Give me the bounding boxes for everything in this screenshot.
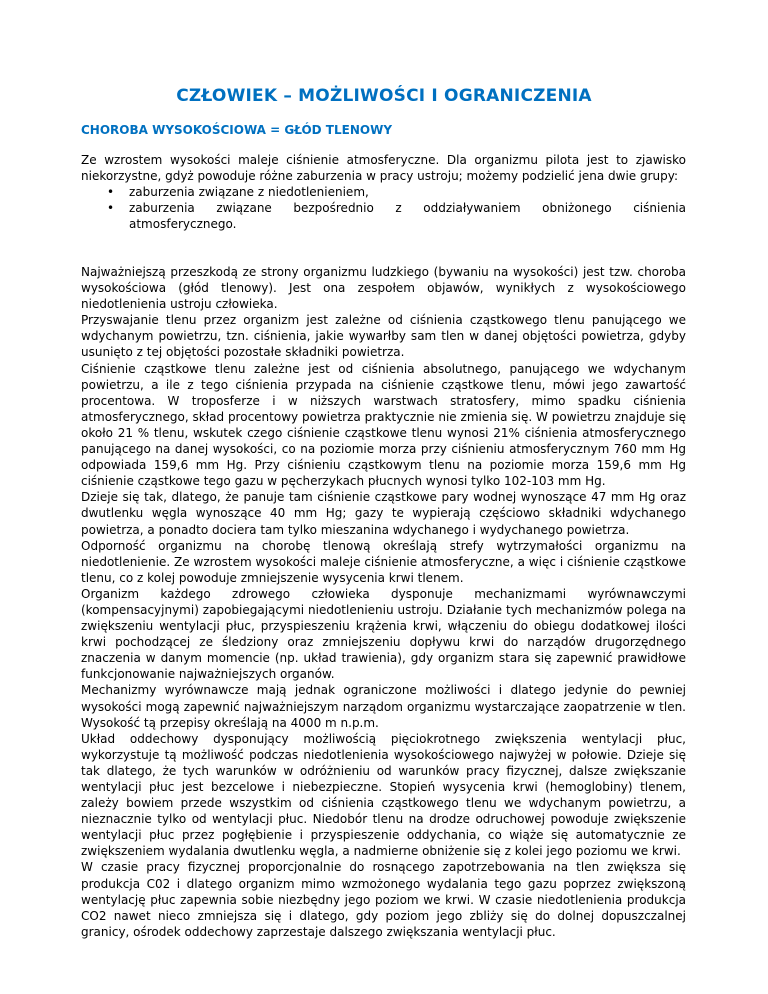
paragraph: Organizm każdego zdrowego człowieka dysponuje mechanizmami wyrównawczymi (kompensacyjnymi) zapobiegającymi niedotlenieniu ustroju. Działanie tych mechanizmów polega na zwiększeniu wentylacji płuc, przyspieszeniu krążenia krwi, włączeniu do obiegu dodatkowej ilości krwi pochodzącej ze śledziony oraz zmniejszeniu dopływu krwi do narządów drugorzędnego znaczenia w danym momencie (np. układ trawienia), gdy organizm stara się zapewnić prawidłowe funkcjonowanie najważniejszych organów. [81, 586, 686, 682]
paragraph: Mechanizmy wyrównawcze mają jednak ograniczone możliwości i dlatego jedynie do pewniej wysokości mogą zapewnić najważniejszym narządom organizmu wystarczające zaopatrzenie w tlen. Wysokość tą przepisy określają na 4000 m n.p.m. [81, 683, 686, 730]
main-text-block [81, 264, 686, 940]
paragraph: W czasie pracy fizycznej proporcjonalnie do rosnącego zapotrzebowania na tlen zwiększa się produkcja C02 i dlatego organizm mimo wzmożonego wydalania tego gazu poprzez zwiększoną wentylację płuc zapewnia sobie niezbędny jego poziom we krwi. W czasie niedotlenienia produkcja CO2 nawet nieco zmniejsza się i dlatego, gdy poziom jego zbliży się do dolnej dopuszczalnej granicy, ośrodek oddechowy zaprzestaje dalszego zwiększania wentylacji płuc. [81, 860, 686, 939]
document-title: CZŁOWIEK – MOŻLIWOŚCI I OGRANICZENIA [176, 86, 592, 106]
paragraph: Dzieje się tak, dlatego, że panuje tam ciśnienie cząstkowe pary wodnej wynoszące 47 mm Hg oraz dwutlenku węgla wynoszące 40 mm Hg; gazy te wypierają częściowo składniki wdychanego powietrza, a ponadto dociera tam tylko mieszanina wdychanego i wydychanego powietrza. [81, 490, 686, 537]
paragraph: Najważniejszą przeszkodą ze strony organizmu ludzkiego (bywaniu na wysokości) jest tzw. choroba wysokościowa (głód tlenowy). Jest ona zespołem objawów, wynikłych z wysokościowego niedotlenienia ustroju człowieka. [81, 265, 686, 312]
paragraph: Układ oddechowy dysponujący możliwością pięciokrotnego zwiększenia wentylacji płuc, wykorzystuje tą możliwość podczas niedotlenienia wysokościowego najwyżej w połowie. Dzieje się tak dlatego, że tych warunków w odróżnieniu od warunków pracy fizycznej, dalsze zwiększanie wentylacji płuc jest bezcelowe i niebezpieczne. Stopień wysycenia krwi (hemoglobiny) tlenem, zależy bowiem przede wszystkim od ciśnienia cząstkowego tlenu we wdychanym powietrzu, a nieznacznie tylko od wentylacji płuc. Niedobór tlenu na drodze odruchowej powoduje zwiększenie wentylacji płuc przez pogłębienie i przyspieszenie oddychania, co wiąże się automatycznie ze zwiększeniem wydalania dwutlenku węgla, a nadmierne obniżenie się z kolei jego poziomu we krwi. [81, 731, 686, 859]
bullet-list [81, 184, 686, 232]
paragraph: Ciśnienie cząstkowe tlenu zależne jest od ciśnienia absolutnego, panującego we wdychanym powietrzu, a ile z tego ciśnienia przypada na ciśnienie cząstkowe tlenu, mówi jego zawartość procentowa. W troposferze i w niższych warstwach stratosfery, mimo spadku ciśnienia atmosferycznego, skład procentowy powietrza praktycznie nie zmienia się. W powietrzu znajduje się około 21 % tlenu, wskutek czego ciśnienie cząstkowe tlenu wynosi 21% ciśnienia atmosferycznego panującego na danej wysokości, co na poziomie morza przy ciśnieniu atmosferycznym 760 mm Hg odpowiada 159,6 mm Hg. Przy ciśnieniu cząstkowym tlenu na poziomie morza 159,6 mm Hg ciśnienie cząstkowe tego gazu w pęcherzykach płucnych wynosi tylko 102-103 mm Hg. [81, 361, 686, 489]
paragraph: Odporność organizmu na chorobę tlenową określają strefy wytrzymałości organizmu na niedotlenienie. Ze wzrostem wysokości maleje ciśnienie atmosferyczne, a więc i ciśnienie cząstkowe tlenu, co z kolej powoduje zmniejszenie wysycenia krwi tlenem. [81, 538, 686, 585]
intro-block [81, 152, 686, 232]
section-heading: CHOROBA WYSOKOŚCIOWA = GŁÓD TLENOWY [81, 123, 393, 137]
intro-paragraph: Ze wzrostem wysokości maleje ciśnienie atmosferyczne. Dla organizmu pilota jest to zjawisko niekorzystne, gdyż powoduje różne zaburzenia w pracy ustroju; możemy podzielić jena dwie grupy: [81, 153, 686, 184]
bullet-item: • zaburzenia związane z niedotlenieniem, [129, 184, 686, 200]
bullet-item: • zaburzenia związane bezpośrednio z oddziaływaniem obniżonego ciśnienia atmosferycznego. [129, 200, 686, 232]
paragraph: Przyswajanie tlenu przez organizm jest zależne od ciśnienia cząstkowego tlenu panującego we wdychanym powietrzu, tzn. ciśnienia, jakie wywarłby sam tlen w danej objętości powietrza, gdyby usunięto z tej objętości pozostałe składniki powietrza. [81, 313, 686, 360]
